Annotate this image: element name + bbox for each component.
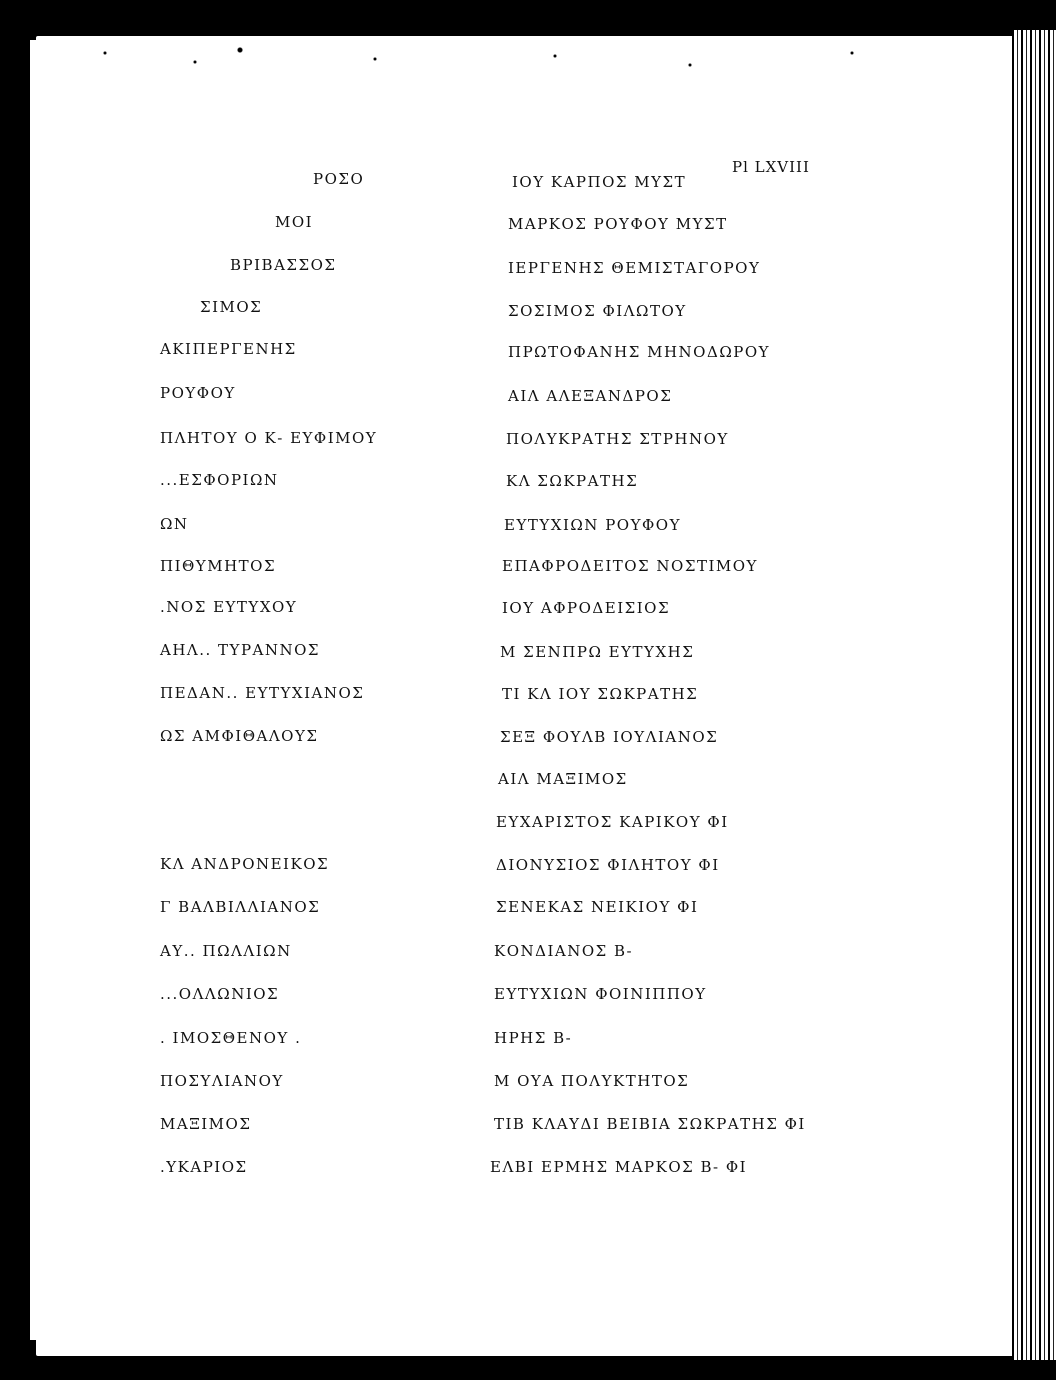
left-entry-7: ΠΛΗΤΟΥ Ο Κ- ΕΥΦΙΜΟΥ bbox=[160, 429, 378, 447]
left-entry-12: ΑΗΛ.. ΤΥΡΑΝΝΟΣ bbox=[160, 641, 321, 659]
left-entry-19: . ΙΜΟΣΘΕΝΟΥ . bbox=[160, 1029, 302, 1047]
left-entry-11: .ΝΟΣ ΕΥΤΥΧΟΥ bbox=[160, 598, 298, 616]
left-entry-1: ΡΟΣΟ bbox=[313, 170, 365, 188]
left-entry-21: ΜΑΞΙΜΟΣ bbox=[160, 1115, 252, 1133]
right-entry-18: ΣΕΝΕΚΑΣ ΝΕΙΚΙΟΥ ΦΙ bbox=[496, 898, 699, 916]
right-entry-20: ΕΥΤΥΧΙΩΝ ΦΟΙΝΙΠΠΟΥ bbox=[494, 985, 707, 1003]
right-entry-13: ΤΙ ΚΛ ΙΟΥ ΣΩΚΡΑΤΗΣ bbox=[502, 685, 699, 703]
right-entry-8: ΚΛ ΣΩΚΡΑΤΗΣ bbox=[506, 472, 639, 490]
right-entry-23: ΤΙΒ ΚΛΑΥΔΙ ΒΕΙΒΙΑ ΣΩΚΡΑΤΗΣ ΦΙ bbox=[494, 1115, 806, 1133]
right-entry-17: ΔΙΟΝΥΣΙΟΣ ΦΙΛΗΤΟΥ ΦΙ bbox=[496, 856, 720, 874]
right-entry-3: ΙΕΡΓΕΝΗΣ ΘΕΜΙΣΤΑΓΟΡΟΥ bbox=[508, 259, 761, 277]
right-entry-5: ΠΡΩΤΟΦΑΝΗΣ ΜΗΝΟΔΩΡΟΥ bbox=[508, 343, 771, 361]
right-entry-19: ΚΟΝΔΙΑΝΟΣ Β- bbox=[494, 942, 634, 960]
scan-noise bbox=[60, 44, 960, 74]
book-page-edges bbox=[1012, 30, 1056, 1360]
right-entry-7: ΠΟΛΥΚΡΑΤΗΣ ΣΤΡΗΝΟΥ bbox=[506, 430, 729, 448]
left-entry-18: ...ΟΛΛΩΝΙΟΣ bbox=[160, 985, 280, 1003]
left-entry-2: ΜΟΙ bbox=[275, 213, 314, 231]
right-entry-1: ΙΟΥ ΚΑΡΠΟΣ ΜΥΣΤ bbox=[512, 173, 687, 191]
plate-number: Pl LXVIII bbox=[732, 158, 810, 176]
right-entry-12: Μ ΣΕΝΠΡΩ ΕΥΤΥΧΗΣ bbox=[500, 643, 695, 661]
left-entry-13: ΠΕΔΑΝ.. ΕΥΤΥΧΙΑΝΟΣ bbox=[160, 684, 365, 702]
right-entry-2: ΜΑΡΚΟΣ ΡΟΥΦΟΥ ΜΥΣΤ bbox=[508, 215, 728, 233]
right-entry-15: ΑΙΛ ΜΑΞΙΜΟΣ bbox=[498, 770, 628, 788]
left-entry-17: ΑΥ.. ΠΩΛΛΙΩΝ bbox=[160, 942, 292, 960]
left-entry-5: ΑΚΙΠΕΡΓΕΝΗΣ bbox=[160, 340, 297, 358]
left-entry-22: .ΥΚΑΡΙΟΣ bbox=[160, 1158, 248, 1176]
right-entry-24: ΕΛΒΙ ΕΡΜΗΣ ΜΑΡΚΟΣ Β- ΦΙ bbox=[490, 1158, 748, 1176]
left-entry-9: ΩΝ bbox=[160, 515, 189, 533]
page-left-edge bbox=[30, 40, 40, 1340]
right-entry-10: ΕΠΑΦΡΟΔΕΙΤΟΣ ΝΟΣΤΙΜΟΥ bbox=[502, 557, 758, 575]
right-entry-16: ΕΥΧΑΡΙΣΤΟΣ ΚΑΡΙΚΟΥ ΦΙ bbox=[496, 813, 729, 831]
left-entry-10: ΠΙΘΥΜΗΤΟΣ bbox=[160, 557, 277, 575]
left-entry-4: ΣΙΜΟΣ bbox=[200, 298, 263, 316]
left-entry-16: Γ ΒΑΛΒΙΛΛΙΑΝΟΣ bbox=[160, 898, 321, 916]
left-entry-8: ...ΕΣΦΟΡΙΩΝ bbox=[160, 471, 279, 489]
left-entry-3: ΒΡΙΒΑΣΣΟΣ bbox=[230, 256, 337, 274]
left-entry-6: ΡΟΥΦΟΥ bbox=[160, 384, 236, 402]
right-entry-22: Μ ΟΥΑ ΠΟΛΥΚΤΗΤΟΣ bbox=[494, 1072, 690, 1090]
right-entry-9: ΕΥΤΥΧΙΩΝ ΡΟΥΦΟΥ bbox=[504, 516, 681, 534]
left-entry-14: ΩΣ ΑΜΦΙΘΑΛΟΥΣ bbox=[160, 727, 319, 745]
right-entry-4: ΣΟΣΙΜΟΣ ΦΙΛΩΤΟΥ bbox=[508, 302, 687, 320]
left-entry-20: ΠΟΣΥΛΙΑΝΟΥ bbox=[160, 1072, 284, 1090]
left-entry-15: ΚΛ ΑΝΔΡΟΝΕΙΚΟΣ bbox=[160, 855, 330, 873]
right-entry-21: ΗΡΗΣ Β- bbox=[494, 1029, 573, 1047]
right-entry-14: ΣΕΞ ΦΟΥΛΒ ΙΟΥΛΙΑΝΟΣ bbox=[500, 728, 719, 746]
right-entry-6: ΑΙΛ ΑΛΕΞΑΝΔΡΟΣ bbox=[508, 387, 673, 405]
right-entry-11: ΙΟΥ ΑΦΡΟΔΕΙΣΙΟΣ bbox=[502, 599, 671, 617]
